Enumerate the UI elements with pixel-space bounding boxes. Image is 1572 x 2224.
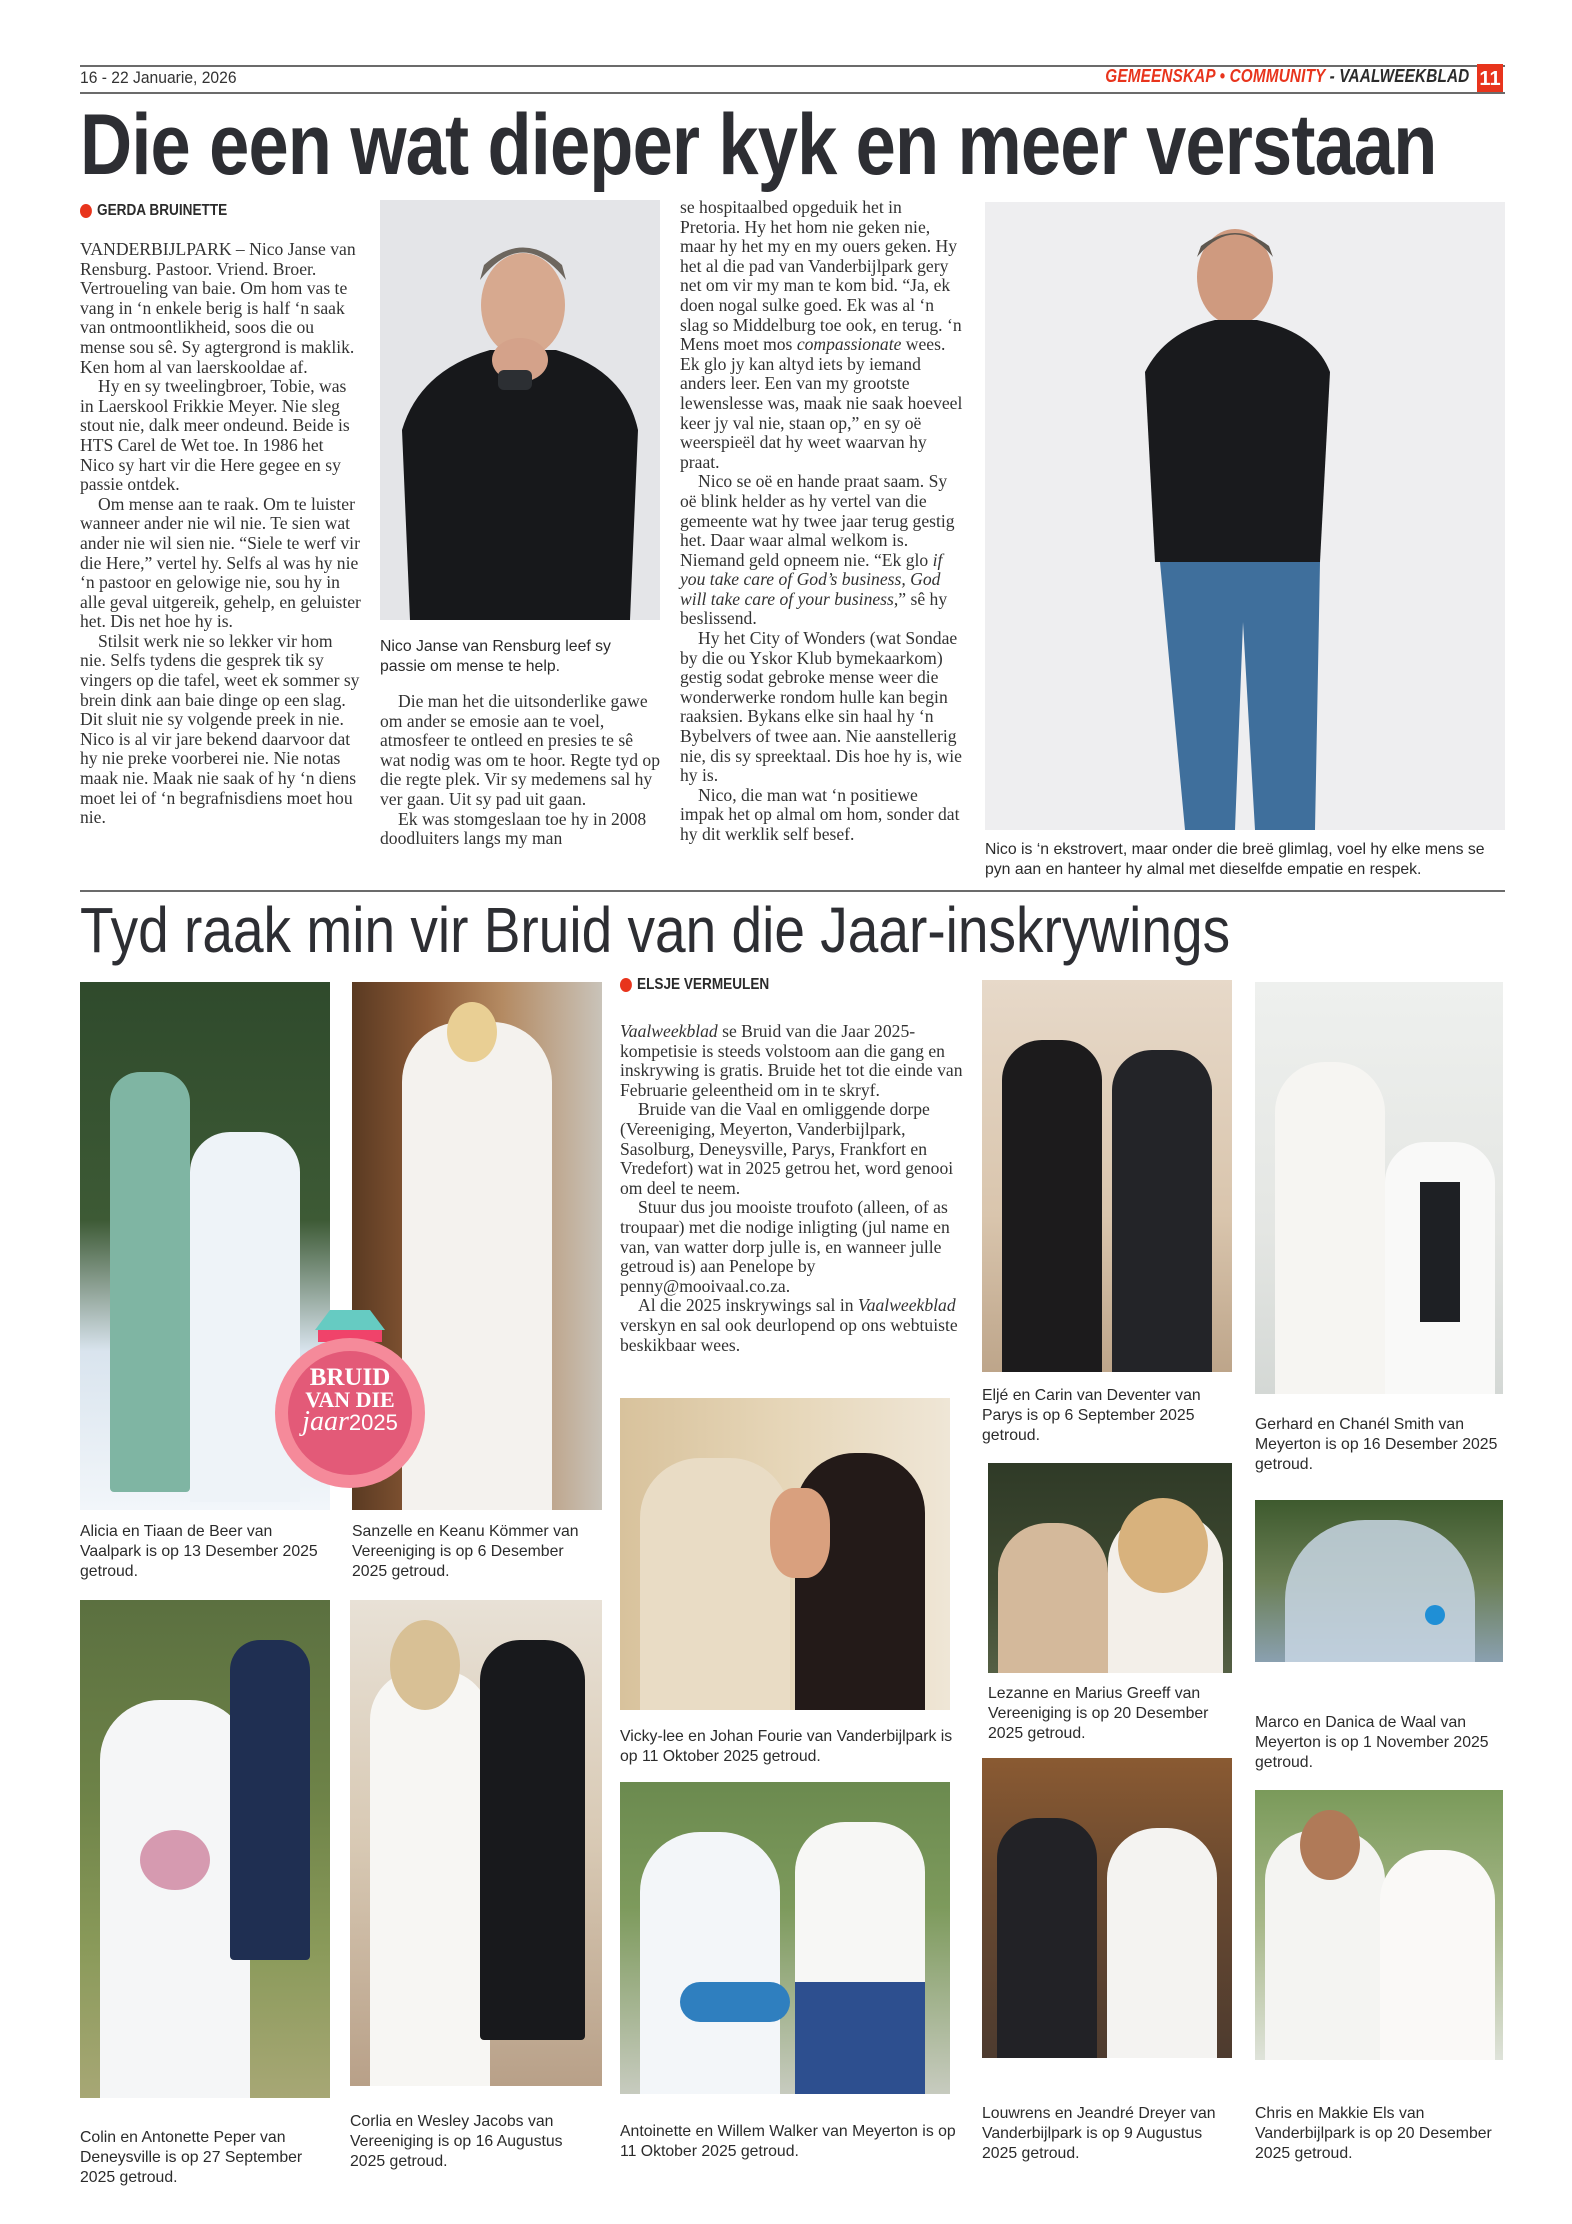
- byline-dot-icon: [80, 204, 92, 218]
- photo-caption: Antoinette en Willem Walker van Meyerton is op 11 Oktober 2025 getroud.: [620, 2123, 956, 2160]
- badge-script: jaar: [302, 1406, 349, 1437]
- header-bottom-rule: [80, 92, 1505, 94]
- paragraph: Stilsit werk nie so lekker vir hom nie. Selfs tydens die gesprek tik sy vingers op die tafel, weet ek sommer sy brein dink aan baie dinge op een slag. Dit sluit nie sy volgende preek in nie. Nico is al vir jare bekend daarvoor dat hy nie preke voorberei nie. Nie notas maak nie. Maak nie saak of hy ‘n diens moet lei of ‘n begrafnisdiens moet hou nie.: [80, 630, 360, 828]
- badge-year: 2025: [348, 1410, 398, 1435]
- paragraph: Die man het die uitsonderlike gawe om ander se emosie aan te voel, atmosfeer te ontleed en presies te sê wat nodig was om te hoor. Regte tyd op die regte plek. Vir sy medemens sal hy ver gaan. Uit sy pad uit gaan.: [380, 691, 660, 809]
- wedding-photo-fourie: [620, 1398, 950, 1710]
- paragraph: Hy het City of Wonders (wat Sondae by die ou Yskor Klub bymekaarkom) gestig sodat gebroke mense weer die wonderwerke rondom hulle kan begin raaksien. Bykans elke sin haal hy ‘n Bybelvers of twee aan. Nie aanstellerig nie, dis sy spreektaal. Dis hoe hy is, wie hy is.: [680, 628, 962, 786]
- article1-headline: Die een wat dieper kyk en meer verstaan: [80, 97, 1437, 193]
- text: se Bruid van die Jaar 2025-kompetisie is steeds volstoom aan die gang en inskrywing is gratis. Bruide het tot die einde van Februarie geleentheid om in te skryf.: [620, 1021, 963, 1100]
- section-gemeenskap: GEMEENSKAP: [1104, 66, 1215, 86]
- badge-line1: BRUID: [309, 1364, 391, 1391]
- italic-text: Vaalweekblad: [857, 1295, 956, 1316]
- badge-line2: VAN DIE: [305, 1387, 395, 1412]
- photo2-caption: Nico is ‘n ekstrovert, maar onder die breë glimlag, voel hy elke mens se pyn aan en hanteer hy almal met dieselfde empatie en respek.: [985, 841, 1485, 878]
- article1-byline: [80, 202, 227, 220]
- section-divider: [80, 890, 1505, 892]
- bruid-van-die-jaar-badge: [270, 1305, 430, 1490]
- person-silhouette-icon: [380, 200, 660, 620]
- wedding-photo-de-waal: [1255, 1500, 1503, 1662]
- photo-caption: Louwrens en Jeandré Dreyer van Vanderbijlpark is op 9 Augustus 2025 getroud.: [982, 2105, 1216, 2162]
- article1-column1: [80, 240, 362, 828]
- paragraph: Nico, die man wat ‘n positiewe impak het op almal om hom, sonder dat hy dit werklik self besef.: [680, 784, 960, 844]
- photo-caption: Corlia en Wesley Jacobs van Vereeniging is op 16 Augustus 2025 getroud.: [350, 2113, 563, 2170]
- text: Nico se oë en hande praat saam. Sy oë blink helder as hy vertel van die gemeente wat hy twee jaar terug gestig het. Daar waar almal welkom is. Niemand geld opneem nie. “Ek glo: [680, 471, 955, 570]
- photo1-caption: Nico Janse van Rensburg leef sy passie om mense te help.: [380, 638, 611, 675]
- text: Al die 2025 inskrywings sal in: [638, 1295, 858, 1316]
- paragraph: Ek was stomgeslaan toe hy in 2008 doodluiters langs my man: [380, 808, 647, 849]
- article2-byline: [620, 976, 769, 994]
- photo-caption: Eljé en Carin van Deventer van Parys is op 6 September 2025 getroud.: [982, 1387, 1201, 1444]
- section-separator: -: [1324, 66, 1339, 86]
- photo-caption: Marco en Danica de Waal van Meyerton is op 1 November 2025 getroud.: [1255, 1714, 1489, 1771]
- text: se hospitaalbed opgeduik het in Pretoria. Hy het hom nie geken nie, maar hy het my en my ouers geken. Hy het al die pad van Vanderbijlpark gery net om vir my man te kom bid. “Ja, ek doen nogal sulke goed. Ek was al ‘n slag so Middelburg toe ook, en terug. ‘n Mens moet mos: [680, 197, 962, 355]
- photo-caption: Lezanne en Marius Greeff van Vereeniging is op 20 Desember 2025 getroud.: [988, 1685, 1209, 1742]
- paragraph: Hy en sy tweelingbroer, Tobie, was in Laerskool Frikkie Meyer. Nie sleg stout nie, dalk meer ondeund. Beide is HTS Carel de Wet toe. In 1986 het Nico sy hart vir die Here gegee en sy passie ontdek.: [80, 376, 350, 495]
- italic-text: Vaalweekblad: [620, 1021, 718, 1041]
- byline-dot-icon: [620, 978, 632, 992]
- italic-text: if you take care of God’s business, God will take care of your business: [680, 549, 943, 609]
- nico-standing-photo: [985, 202, 1505, 830]
- photo-caption: Chris en Makkie Els van Vanderbijlpark is op 20 Desember 2025 getroud.: [1255, 2105, 1492, 2162]
- paragraph: [620, 1022, 965, 1100]
- nico-portrait-photo: [380, 200, 660, 620]
- page-number: 11: [1477, 64, 1503, 94]
- article2-body: [620, 1022, 965, 1355]
- issue-date: 16 - 22 Januarie, 2026: [80, 68, 237, 87]
- wedding-photo-smith: [1255, 982, 1503, 1394]
- photo-caption: Gerhard en Chanél Smith van Meyerton is op 16 Desember 2025 getroud.: [1255, 1416, 1498, 1473]
- paragraph: Stuur dus jou mooiste troufoto (alleen, of as troupaar) met die nodige inligting (jul name en van, van watter dorp julle is, en wanneer julle getroud is) aan Penelope by penny@mooivaal.co.za.: [620, 1197, 950, 1296]
- paragraph: VANDERBIJLPARK – Nico Janse van Rensburg. Pastoor. Vriend. Broer. Vertroueling van baie. Om hom vas te vang in ‘n enkele berig is half ‘n saak van ontmoontlikheid, soos die ou mense sou sê. Sy agtergrond is maklik. Ken hom al van laerskooldae af.: [80, 239, 356, 377]
- article1-column3: [680, 198, 965, 845]
- paragraph: Bruide van die Vaal en omliggende dorpe (Vereeniging, Meyerton, Vanderbijlpark, Sasolburg, Deneysville, Parys, Frankfort en Vredefort) wat in 2025 getrou het, word genooi om deel te neem.: [620, 1099, 954, 1198]
- section-label: [1105, 66, 1469, 87]
- publication-name: VAALWEEKBLAD: [1338, 66, 1469, 86]
- italic-text: compassionate: [796, 334, 902, 355]
- article2-headline: Tyd raak min vir Bruid van die Jaar-inskrywings: [80, 894, 1231, 966]
- paragraph: Om mense aan te raak. Om te luister wanneer ander nie wil nie. Te sien wat ander nie wil sien nie. “Siele te werf vir die Here,” vertel hy. Selfs al was hy nie ‘n pastoor en gelowige nie, sou hy in alle geval uitgereik, gehelp, en geluister het. Dis net hoe hy is.: [80, 493, 361, 632]
- badge-line3: [270, 1406, 430, 1437]
- paragraph: [680, 198, 965, 472]
- wedding-photo-dreyer: [982, 1758, 1232, 2058]
- section-separator: •: [1214, 66, 1230, 86]
- text: verskyn en sal ook deurlopend op ons webtuiste beskikbaar wees.: [620, 1314, 958, 1355]
- article1-column2: [380, 692, 662, 849]
- wedding-photo-walker: [620, 1782, 950, 2094]
- byline-author: GERDA BRUINETTE: [97, 202, 228, 219]
- paragraph: [620, 1296, 965, 1355]
- photo-caption: Alicia en Tiaan de Beer van Vaalpark is op 13 Desember 2025 getroud.: [80, 1523, 318, 1580]
- byline-author: ELSJE VERMEULEN: [637, 976, 770, 993]
- person-silhouette-icon: [985, 202, 1505, 830]
- photo-caption: Sanzelle en Keanu Kömmer van Vereeniging is op 6 Desember 2025 getroud.: [352, 1523, 579, 1580]
- wedding-photo-jacobs: [350, 1600, 602, 2086]
- text: ,” sê hy beslissend.: [680, 588, 948, 629]
- wedding-photo-els: [1255, 1790, 1503, 2060]
- wedding-photo-peper: [80, 1600, 330, 2098]
- wedding-photo-van-deventer: [982, 980, 1232, 1372]
- wedding-photo-greeff: [988, 1463, 1232, 1673]
- section-community: COMMUNITY: [1229, 66, 1325, 86]
- text: wees. Ek glo jy kan altyd iets by iemand anders leer. Een van my grootste lewenslesse was, maak nie saak hoeveel keer jy val nie, staan op,” en sy oë weerspieël dat hy weet waarvan hy praat.: [680, 334, 963, 472]
- photo-caption: Vicky-lee en Johan Fourie van Vanderbijlpark is op 11 Oktober 2025 getroud.: [620, 1728, 953, 1765]
- photo-caption: Colin en Antonette Peper van Deneysville is op 27 September 2025 getroud.: [80, 2129, 303, 2186]
- paragraph: [680, 472, 965, 629]
